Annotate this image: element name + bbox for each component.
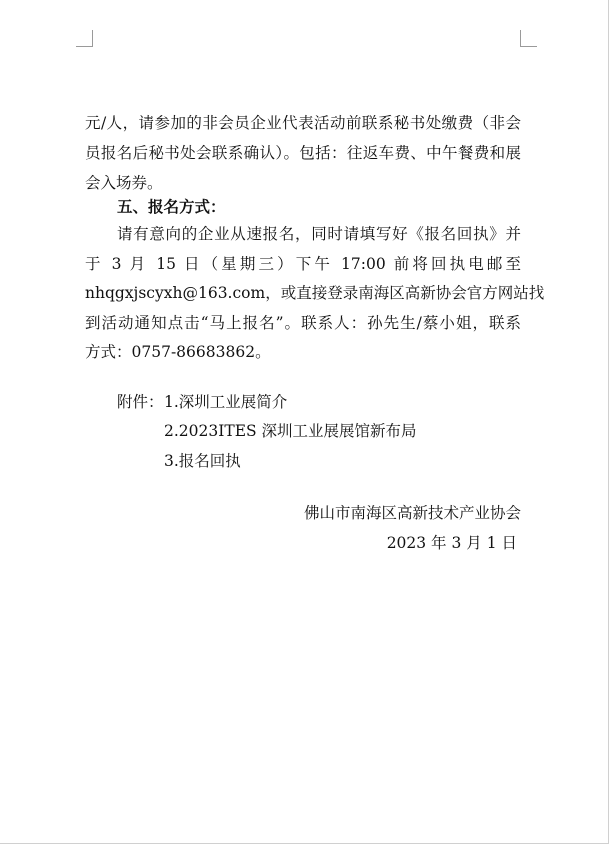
section5-line1: 请有意向的企业从速报名，同时请填写好《报名回执》并 xyxy=(117,225,521,243)
para1-line3: 会入场券。 xyxy=(85,174,163,192)
section5-heading: 五、报名方式： xyxy=(117,198,226,216)
attachment-item-3: 3.报名回执 xyxy=(164,452,241,470)
para1-line1: 元/人，请参加的非会员企业代表活动前联系秘书处缴费（非会 xyxy=(85,114,521,132)
attachment-item-2: 2.2023ITES 深圳工业展展馆新布局 xyxy=(164,422,417,440)
attachments-label: 附件： xyxy=(117,393,164,411)
section5-line5: 方式：0757-86683862。 xyxy=(85,343,271,361)
section5-line4: 到活动通知点击“马上报名”。联系人：孙先生/蔡小姐，联系 xyxy=(85,314,521,332)
attachment-item-1: 1.深圳工业展简介 xyxy=(164,393,288,411)
signature-date: 2023 年 3 月 1 日 xyxy=(386,534,517,552)
crop-mark-top-left xyxy=(76,30,93,47)
section5-line3: nhqgxjscyxh@163.com，或直接登录南海区高新协会官方网站找 xyxy=(85,284,545,302)
section5-line2: 于 3 月 15 日（星期三）下午 17:00 前将回执电邮至 xyxy=(85,255,521,273)
para1-line2: 员报名后秘书处会联系确认）。包括：往返车费、中午餐费和展 xyxy=(85,144,521,162)
signature-organization: 佛山市南海区高新技术产业协会 xyxy=(303,504,521,522)
crop-mark-top-right xyxy=(520,30,537,47)
